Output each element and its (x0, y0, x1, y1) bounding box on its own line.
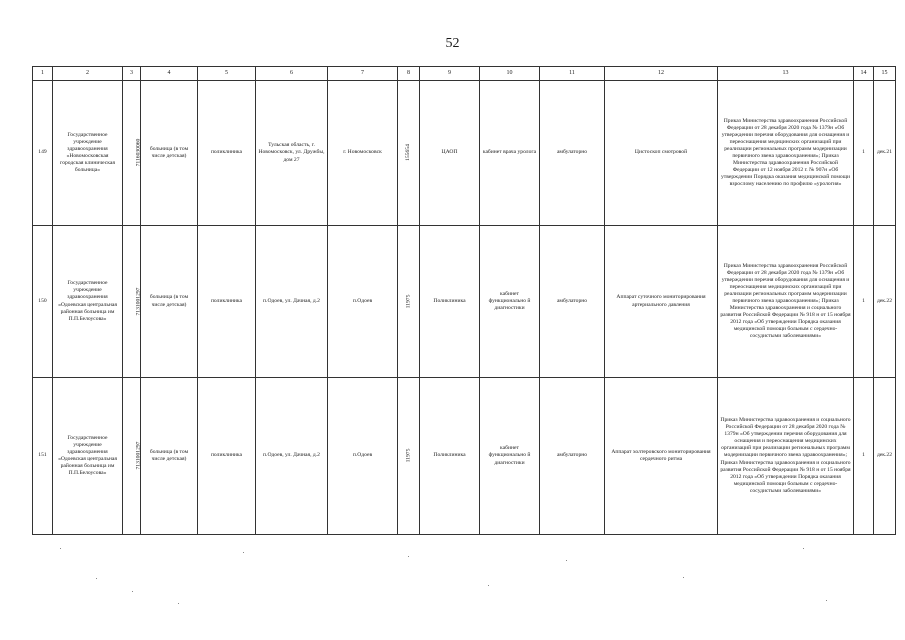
address: п.Одоев, ул. Дачная, д.2 (256, 378, 328, 535)
address: п.Одоев, ул. Дачная, д.2 (256, 226, 328, 378)
care-condition: амбулаторно (540, 378, 605, 535)
column-header: 3 (123, 67, 141, 81)
column-header: 5 (198, 67, 256, 81)
equipment-name: Цистоскоп смотровой (605, 81, 718, 226)
unit-type: поликлиника (198, 378, 256, 535)
column-header: 14 (854, 67, 874, 81)
unit-type: поликлиника (198, 226, 256, 378)
quantity: 1 (854, 378, 874, 535)
legal-basis: Приказ Министерства здравоохранения Российской Федерации от 28 декабря 2020 года № 1379н «Об утверждении перечня оборудования для оснащения и переоснащения медицинских организаций при реализации региональных программ модернизации первичного звена здравоохранения»; Приказ Министерства здравоохранения и социального развития Российской Федерации № 918 н от 15 ноября 2012 года «Об утверждении Порядка оказания медицинской помощи больным с сердечно-сосудистыми заболеваниями» (718, 226, 854, 378)
organization-profile: больница (в том числе детская) (141, 81, 198, 226)
scan-speck (178, 603, 179, 604)
column-header: 7 (328, 67, 398, 81)
oktmo-code: 11975 (404, 449, 411, 463)
division: Поликлиника (420, 378, 480, 535)
oktmo-cell (398, 378, 420, 535)
room: кабинет врача уролога (480, 81, 540, 226)
table-row (33, 226, 896, 378)
equipment-table (32, 66, 896, 535)
column-header: 8 (398, 67, 420, 81)
locality: п.Одоев (328, 226, 398, 378)
equipment-name: Аппарат суточного мониторирования артериального давления (605, 226, 718, 378)
column-header: 2 (53, 67, 123, 81)
scan-speck (243, 552, 244, 553)
column-header: 11 (540, 67, 605, 81)
unit-type: поликлиника (198, 81, 256, 226)
column-header: 12 (605, 67, 718, 81)
locality: п.Одоев (328, 378, 398, 535)
org-code: 7131001297 (135, 287, 142, 316)
column-header: 6 (256, 67, 328, 81)
column-header: 4 (141, 67, 198, 81)
column-header: 13 (718, 67, 854, 81)
scan-speck (408, 556, 409, 557)
scan-speck (826, 600, 827, 601)
equipment-name: Аппарат холтеровского мониторирования сердечного ритма (605, 378, 718, 535)
care-condition: амбулаторно (540, 81, 605, 226)
scan-speck (683, 577, 684, 578)
org-code-cell (123, 81, 141, 226)
scan-speck (566, 560, 567, 561)
address: Тульская область, г. Новомосковск, ул. Дружбы, дом 27 (256, 81, 328, 226)
row-number: 150 (33, 226, 53, 378)
column-header: 10 (480, 67, 540, 81)
oktmo-cell (398, 81, 420, 226)
column-header: 1 (33, 67, 53, 81)
legal-basis: Приказ Министерства здравоохранения и социального Российской Федерации от 28 декабря 2020 года № 1379н «Об утверждении перечня оборудования для оснащения и переоснащения медицинских организаций при реализации региональных программ модернизации первичного звена здравоохранения»; Приказ Министерства здравоохранения и социального развития Российской Федерации № 918 н от 15 ноября 2012 года «Об утверждении Порядка оказания медицинской помощи больным с сердечно-сосудистыми заболеваниями» (718, 378, 854, 535)
legal-basis: Приказ Министерства здравоохранения Российской Федерации от 28 декабря 2020 года № 1379н «Об утверждении перечня оборудования для оснащения и переоснащения медицинских организаций при реализации региональных программ модернизации первичного звена здравоохранения»; Приказ Министерства здравоохранения Российской Федерации от 12 ноября 2012 г. № 907н «Об утверждении Порядка оказания медицинской помощи взрослому населению по профилю «урология» (718, 81, 854, 226)
org-code-cell (123, 378, 141, 535)
scan-speck (132, 591, 133, 592)
table-row (33, 378, 896, 535)
scan-speck (488, 585, 489, 586)
organization-profile: больница (в том числе детская) (141, 226, 198, 378)
column-header: 15 (874, 67, 896, 81)
column-header: 9 (420, 67, 480, 81)
org-code: 7131001297 (135, 442, 142, 470)
locality: г. Новомосковск (328, 81, 398, 226)
organization-name: Государственное учреждение здравоохранения «Одоевская центральная районная больница им П.П.Белоусова» (53, 378, 123, 535)
organization-name: Государственное учреждение здравоохранения «Новомосковская городская клиническая больница» (53, 81, 123, 226)
table-header-row (33, 67, 896, 81)
division: Поликлиника (420, 226, 480, 378)
scan-speck (803, 548, 804, 549)
care-condition: амбулаторно (540, 226, 605, 378)
org-code-cell (123, 226, 141, 378)
oktmo-cell (398, 226, 420, 378)
row-number: 151 (33, 378, 53, 535)
delivery-date: дек.21 (874, 81, 896, 226)
organization-name: Государственное учреждение здравоохранения «Одоевская центральная районная больница им П.П.Белоусова» (53, 226, 123, 378)
scan-speck (96, 578, 97, 579)
oktmo-code: 155654 (404, 144, 411, 162)
table-row (33, 81, 896, 226)
quantity: 1 (854, 81, 874, 226)
org-code: 7116030060 (135, 139, 142, 167)
quantity: 1 (854, 226, 874, 378)
oktmo-code: 11975 (404, 294, 411, 309)
room: кабинет функционально й диагностики (480, 378, 540, 535)
division: ЦАОП (420, 81, 480, 226)
page-number: 52 (445, 36, 460, 51)
organization-profile: больница (в том числе детская) (141, 378, 198, 535)
scan-speck (60, 548, 61, 549)
row-number: 149 (33, 81, 53, 226)
delivery-date: дек.22 (874, 226, 896, 378)
delivery-date: дек.22 (874, 378, 896, 535)
room: кабинет функционально й диагностики (480, 226, 540, 378)
